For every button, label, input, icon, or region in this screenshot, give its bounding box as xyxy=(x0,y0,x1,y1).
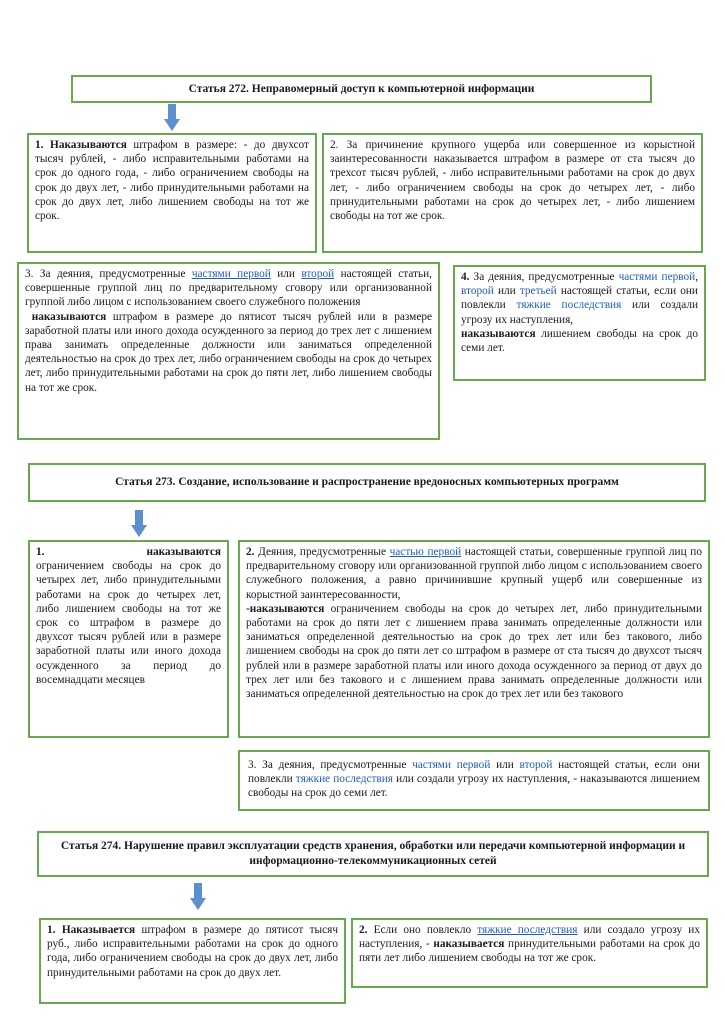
part-number: 2. xyxy=(246,546,255,558)
art274-part2 xyxy=(351,918,708,988)
art273-part1 xyxy=(28,540,229,738)
part-text: ограничением свободы на срок до четырех лет, либо принудительными работами на срок до четырех лет, либо лишением свободы на тот же срок со штрафом в размере до двухсот тысяч рублей или в размере заработной платы или иного дохода осужденного за период до восемнадцати месяцев xyxy=(36,560,221,686)
part-number: 1. xyxy=(36,546,45,558)
part-text: лишением свободы на срок до семи лет. xyxy=(461,327,698,355)
part-text: Деяния, предусмотренные xyxy=(254,546,390,558)
part-text: или создали угрозу их наступления, - наказываются лишением свободы на срок до семи лет. xyxy=(248,773,700,800)
art272-title xyxy=(71,75,652,103)
art273-title xyxy=(28,463,706,502)
part-text: настоящей статьи, если они повлекли xyxy=(461,285,698,312)
art274-part1 xyxy=(39,918,346,1004)
bold-term: наказывается xyxy=(433,938,505,951)
part-text: штрафом в размере до пятисот тысяч руб., либо исправительными работами на срок до одного года, либо ограничением свободы на срок до двух лет, либо принудительными работами на срок до двух лет. xyxy=(47,924,339,979)
art273-part2 xyxy=(238,540,710,738)
art274-title xyxy=(37,831,709,877)
link-parts-first[interactable]: частями первой xyxy=(412,759,491,771)
art273-title-text: Статья 273. Создание, использование и распространение вредоносных компьютерных программ xyxy=(115,476,619,489)
bold-term: наказываются xyxy=(461,327,536,340)
art273-part3 xyxy=(238,750,710,811)
bold-term: Наказывается xyxy=(61,924,136,936)
part-text: штрафом в размере: - до двухсот тысяч рублей, - либо исправительными работами на срок до одного года, - либо ограничением свободы на срок до двух лет, - либо принудительными работами на срок до двух лет, либо лишением свободы на тот же срок. xyxy=(35,139,309,223)
part-text: 3. За деяния, предусмотренные xyxy=(248,759,413,771)
art272-part3 xyxy=(17,262,440,440)
part-text: За деяния, предусмотренные xyxy=(469,271,619,283)
down-arrow-icon xyxy=(164,104,180,132)
part-text: или создало угрозу их наступления, - xyxy=(359,924,700,951)
part-text: настоящей статьи, если они повлекли xyxy=(248,759,700,786)
down-arrow-icon xyxy=(190,883,206,911)
part-number: 2. xyxy=(359,924,368,936)
bold-term: Наказываются xyxy=(50,139,127,151)
part-text: За деяния, предусмотренные xyxy=(33,268,192,280)
link-part-third[interactable]: третьей xyxy=(519,285,557,298)
part-text: или создали угрозу их наступления, xyxy=(461,299,698,326)
link-part-second[interactable]: второй xyxy=(461,285,494,298)
part-text: Если оно повлекло xyxy=(367,924,478,936)
link-grave-consequences[interactable]: тяжкие последствия xyxy=(295,773,393,786)
part-text: настоящей статьи, совершенные группой лиц по предварительному сговору или организованной группой либо лицом с использованием своего служебного положения, а равно причинившие крупный ущерб или совершенные из корыстной заинтересованности, xyxy=(246,546,702,601)
part-text: настоящей статьи, совершенные группой лиц по предварительному сговору или организованной группой либо лицом с использованием своего служебного положения xyxy=(25,268,432,309)
link-grave-consequences[interactable]: тяжкие последствия xyxy=(516,299,622,312)
part-number: 1. xyxy=(35,139,44,151)
part-text: или xyxy=(490,759,520,771)
link-grave-consequences[interactable]: тяжкие последствия xyxy=(477,924,578,936)
part-text: За причинение крупного ущерба или совершенное из корыстной заинтересованности наказывается штрафом в размере от ста тысяч до трехсот тысяч рублей, - либо исправительными работами на срок до двух лет, - либо ограничением свободы на срок до четырех лет, - либо принудительными работами на срок до четырех лет, - либо лишением свободы на тот же срок. xyxy=(330,139,695,223)
part-number: 4. xyxy=(461,271,470,283)
link-part-second[interactable]: второй xyxy=(301,268,335,280)
art274-title-text: Статья 274. Нарушение правил эксплуатации средств хранения, обработки или передачи компьютерной информации и информационно-телекоммуникационных сетей xyxy=(60,840,686,867)
art272-part2 xyxy=(322,133,703,253)
art272-part1 xyxy=(27,133,317,253)
link-parts-first[interactable]: частями первой xyxy=(618,271,696,283)
part-number: 1. xyxy=(47,924,56,936)
down-arrow-icon xyxy=(131,510,147,538)
art272-title-text: Статья 272. Неправомерный доступ к компьютерной информации xyxy=(188,82,535,95)
part-number: 2. xyxy=(330,139,339,151)
link-part-second[interactable]: второй xyxy=(519,759,553,771)
bold-term: наказываются xyxy=(146,546,221,558)
part-number: 3. xyxy=(25,268,34,280)
art272-part4 xyxy=(453,265,706,381)
part-text: штрафом в размере до пятисот тысяч рублей или в размере заработной платы или иного дохода осужденного за период до трех лет с лишением права занимать определенные должности или заниматься определенной деятельностью на срок до трех лет, либо ограничением свободы на срок до четырех лет, либо принудительными работами на срок до пяти лет, либо лишением свободы на тот же срок. xyxy=(25,310,432,394)
part-text: или xyxy=(493,285,520,298)
link-part-first[interactable]: частью первой xyxy=(389,546,462,558)
part-text: , xyxy=(695,271,699,283)
bold-term: наказываются xyxy=(31,310,107,323)
link-parts-first[interactable]: частями первой xyxy=(191,268,271,280)
part-text: ограничением свободы на срок до четырех лет, либо принудительными работами на срок до пяти лет с лишением права занимать определенные должности или заниматься определенной деятельностью на срок до трех лет или без такового, либо лишением свободы на срок до пяти лет со штрафом в размере от ста тысяч до двухсот тысяч рублей или в размере заработной платы или иного дохода осужденного за период от двух до трех лет или без такового и с лишением права занимать определенные должности или заниматься определенной деятельностью на срок до трех лет или без такового xyxy=(246,602,702,701)
bold-term: -наказываются xyxy=(246,602,325,615)
part-text: принудительными работами на срок до пяти лет либо лишением свободы на тот же срок. xyxy=(359,938,701,965)
part-text: или xyxy=(270,268,302,280)
